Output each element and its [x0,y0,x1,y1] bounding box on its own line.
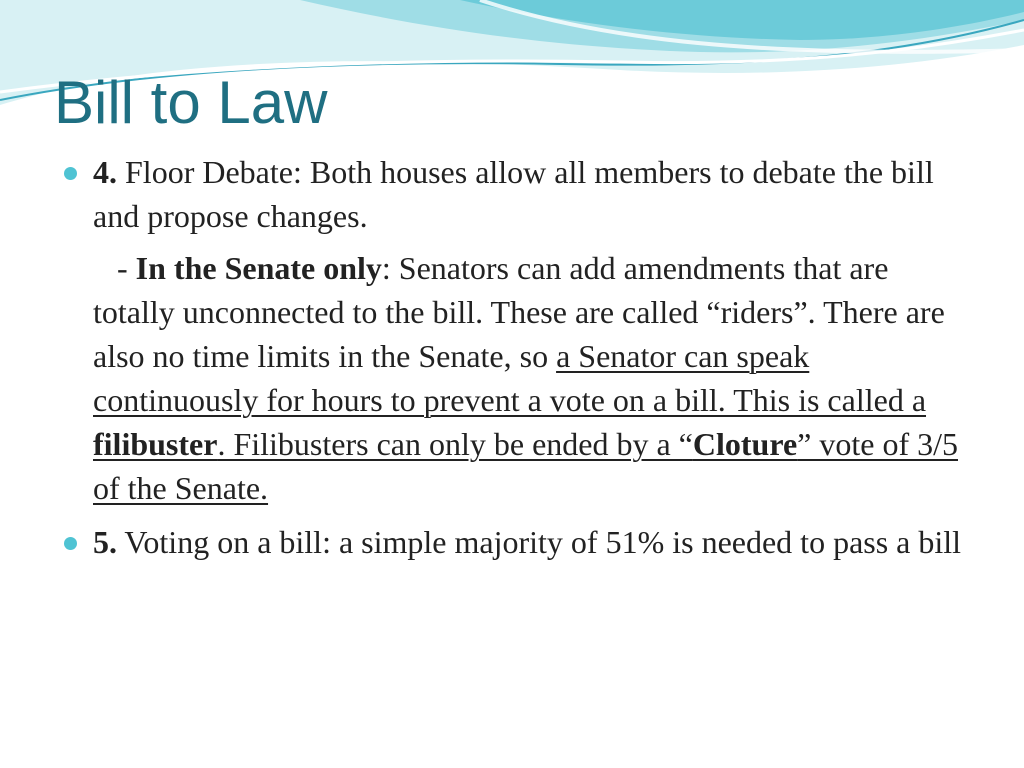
bullet-number: 5. [93,524,117,560]
bullet-dot-icon [64,537,77,550]
bullet-text: Voting on a bill: a simple majority of 51% is needed to pass a bill [117,524,962,560]
slide-body [64,150,969,564]
bullet-dot-icon [64,167,77,180]
filibuster-text: a Senator can speak continuously for hours to prevent a vote on a bill. This is called a [93,338,927,418]
bullet-number: 4. [93,154,117,190]
senate-note [64,246,969,510]
senate-only-phrase: In the Senate only [135,250,382,286]
bullet-text: Floor Debate: Both houses allow all members to debate the bill and propose changes. [93,154,934,234]
bullet-floor-debate [64,150,969,238]
cloture-term: Cloture [692,426,798,462]
senate-note-text: : Senators can add amendments that are totally unconnected to the bill. These are called “riders”. There are also no time limits in the Senate, so [93,250,945,374]
bullet-voting [64,520,969,564]
cloture-intro-text: . Filibusters can only be ended by a “ [217,426,693,462]
filibuster-term: filibuster [93,426,218,462]
slide-title: Bill to Law [54,69,328,136]
cloture-vote-text: ” vote of 3/5 of the Senate. [93,426,958,506]
senate-note-lead: - [117,250,136,286]
